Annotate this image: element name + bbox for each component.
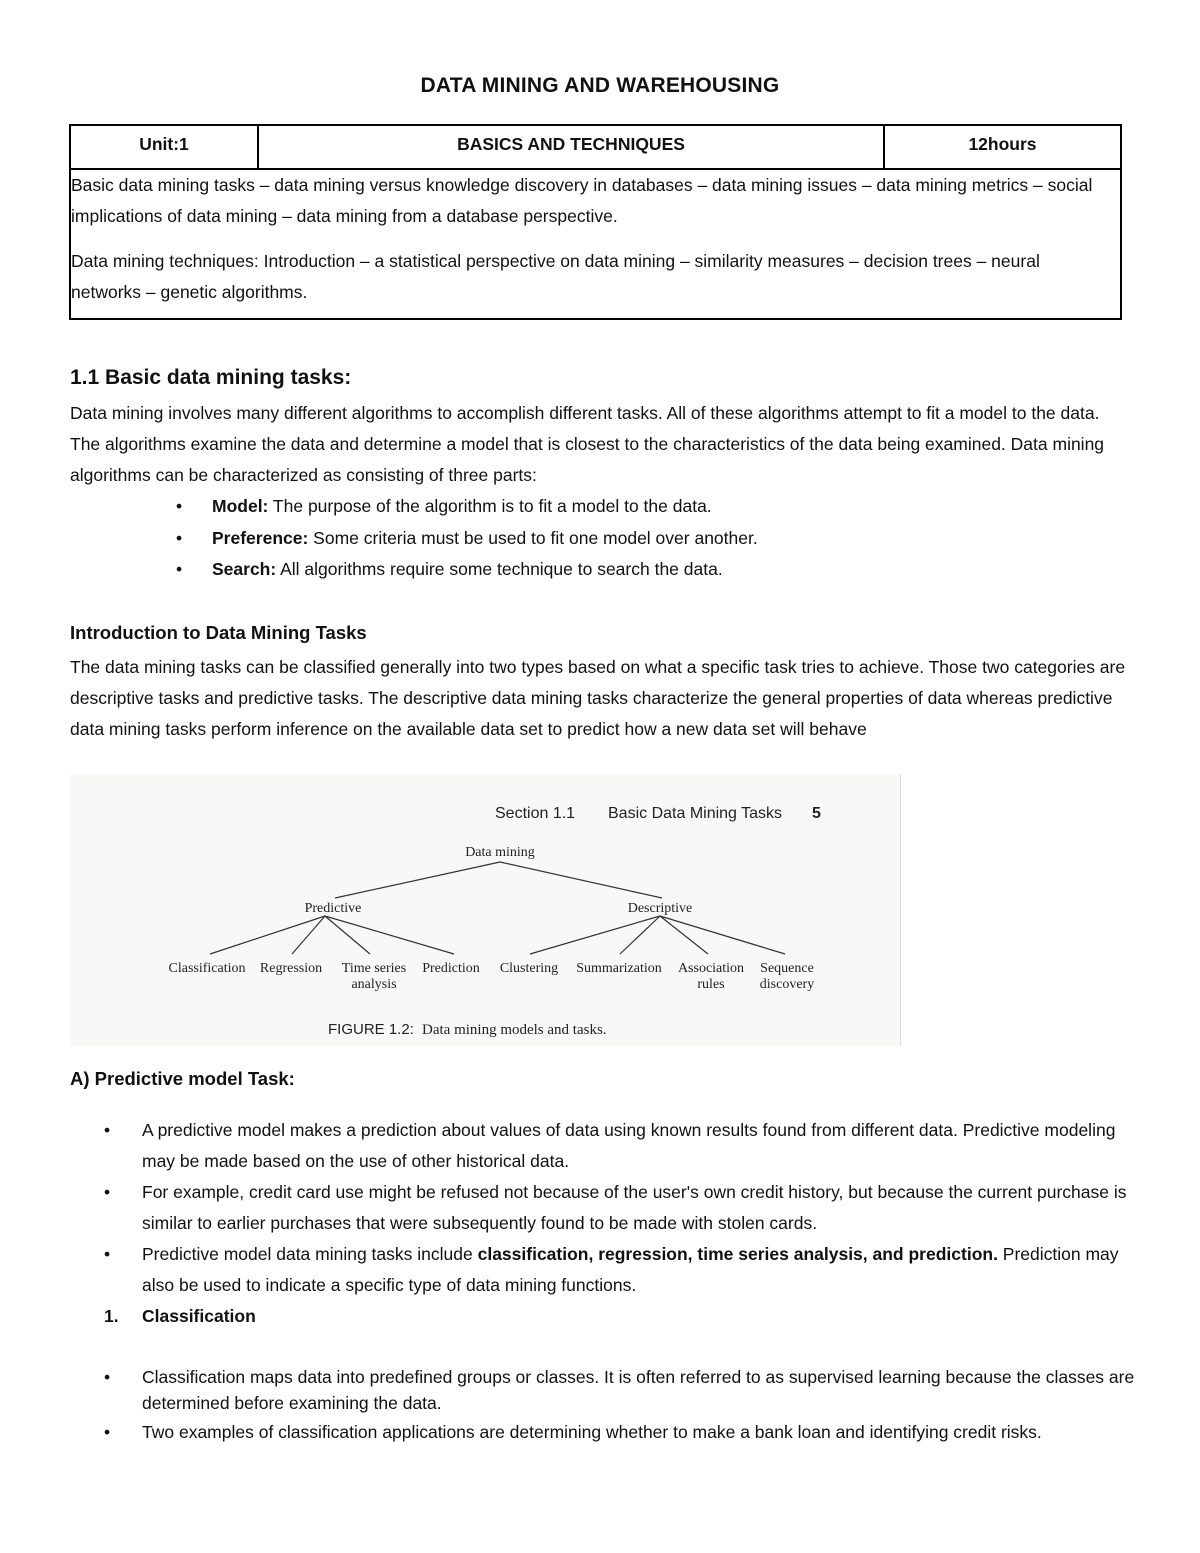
unit-cell: Unit:1 bbox=[70, 125, 258, 169]
edge bbox=[325, 916, 370, 954]
part-term: Model: bbox=[212, 496, 269, 516]
classification-bullets bbox=[104, 1364, 1144, 1445]
edge bbox=[500, 862, 662, 898]
figure-section-title: Basic Data Mining Tasks bbox=[608, 805, 782, 822]
leaf-classification: Classification bbox=[168, 961, 246, 976]
leaf-sequence: Sequence bbox=[760, 961, 814, 976]
hours-cell: 12hours bbox=[884, 125, 1121, 169]
node-descriptive: Descriptive bbox=[627, 901, 693, 916]
leaf-regression: Regression bbox=[259, 961, 323, 976]
figure-caption-text: Data mining models and tasks. bbox=[422, 1022, 607, 1038]
leaf-prediction: Prediction bbox=[422, 961, 480, 976]
section-heading-1-1: 1.1 Basic data mining tasks: bbox=[70, 366, 352, 389]
figure-caption-label: FIGURE 1.2: bbox=[328, 1021, 414, 1038]
list-item bbox=[176, 523, 758, 555]
figure-page-number: 5 bbox=[812, 805, 821, 822]
leaf-clustering: Clustering bbox=[499, 961, 559, 976]
tree-diagram bbox=[70, 774, 900, 1046]
parts-list bbox=[176, 491, 758, 586]
unit-content-p2: Data mining techniques: Introduction – a statistical perspective on data mining – similarity measures – decision trees – neural networks – genetic algorithms. bbox=[71, 251, 1040, 302]
part-text: Some criteria must be used to fit one model over another. bbox=[308, 527, 758, 548]
leaf-association: Association bbox=[677, 961, 745, 976]
predictive-task-heading: A) Predictive model Task: bbox=[70, 1068, 295, 1089]
bullet3-bold: classification, regression, time series analysis, and prediction. bbox=[477, 1244, 998, 1264]
list-item: • A predictive model makes a prediction about values of data using known results found from different data. Predictive modeling may be made based on the use of other historical data. bbox=[104, 1115, 1144, 1177]
bullet3-pre: Predictive model data mining tasks include bbox=[142, 1244, 478, 1264]
list-item bbox=[176, 554, 758, 586]
section-intro-paragraph: Data mining involves many different algorithms to accomplish different tasks. All of these algorithms attempt to fit a model to the data. The algorithms examine the data and determine a model that is closest to the characteristics of the data being examined. Data mining algorithms can be characterized as consisting of three parts: bbox=[70, 403, 1105, 485]
document-title: DATA MINING AND WAREHOUSING bbox=[420, 74, 780, 97]
edge bbox=[325, 916, 454, 954]
leaf-sequence-sub: discovery bbox=[759, 977, 815, 992]
list-item: • Classification maps data into predefined groups or classes. It is often referred to as supervised learning because the classes are determined before examining the data. bbox=[104, 1364, 1144, 1416]
leaf-time-series-sub: analysis bbox=[351, 977, 397, 992]
list-item bbox=[104, 1239, 1144, 1301]
topic-cell: BASICS AND TECHNIQUES bbox=[258, 125, 884, 169]
list-item: • For example, credit card use might be refused not because of the user's own credit history, but because the current purchase is similar to earlier purchases that were subsequently found to be made with stolen cards. bbox=[104, 1177, 1144, 1239]
bullet3-post: Prediction may also be used to indicate a specific type of data mining functions. bbox=[142, 1244, 1119, 1295]
node-root: Data mining bbox=[465, 845, 535, 860]
unit-content-cell bbox=[70, 169, 1121, 319]
edge bbox=[335, 862, 500, 898]
classification-heading: Classification bbox=[142, 1306, 256, 1326]
list-item bbox=[176, 491, 758, 523]
unit-content-p1: Basic data mining tasks – data mining versus knowledge discovery in databases – data mining issues – data mining metrics – social implications of data mining – data mining from a database perspective. bbox=[71, 175, 1093, 226]
predictive-bullets bbox=[104, 1115, 1144, 1332]
figure-data-mining-tree bbox=[70, 774, 901, 1046]
figure-section-label: Section 1.1 bbox=[495, 805, 576, 822]
part-text: All algorithms require some technique to search the data. bbox=[276, 559, 723, 579]
intro-tasks-heading: Introduction to Data Mining Tasks bbox=[70, 622, 367, 643]
leaf-association-sub: rules bbox=[697, 977, 725, 992]
edge bbox=[660, 916, 785, 954]
leaf-time-series: Time series bbox=[341, 961, 407, 976]
numbered-item bbox=[104, 1301, 1144, 1332]
intro-tasks-paragraph: The data mining tasks can be classified generally into two types based on what a specific task tries to achieve. Those two categories are descriptive tasks and predictive tasks. The descriptive data mining tasks characterize the general properties of data whereas predictive data mining tasks perform inference on the available data set to predict how a new data set will behave bbox=[70, 657, 1126, 739]
part-text: The purpose of the algorithm is to fit a model to the data. bbox=[268, 496, 712, 516]
leaf-summarization: Summarization bbox=[576, 961, 662, 976]
list-item: • Two examples of classification applications are determining whether to make a bank loan and identifying credit risks. bbox=[104, 1419, 1144, 1445]
edge bbox=[660, 916, 708, 954]
part-term: Preference: bbox=[212, 527, 309, 548]
item-number: 1. bbox=[104, 1306, 119, 1326]
node-predictive: Predictive bbox=[304, 901, 362, 916]
unit-table bbox=[69, 124, 1122, 320]
part-term: Search: bbox=[212, 559, 277, 579]
